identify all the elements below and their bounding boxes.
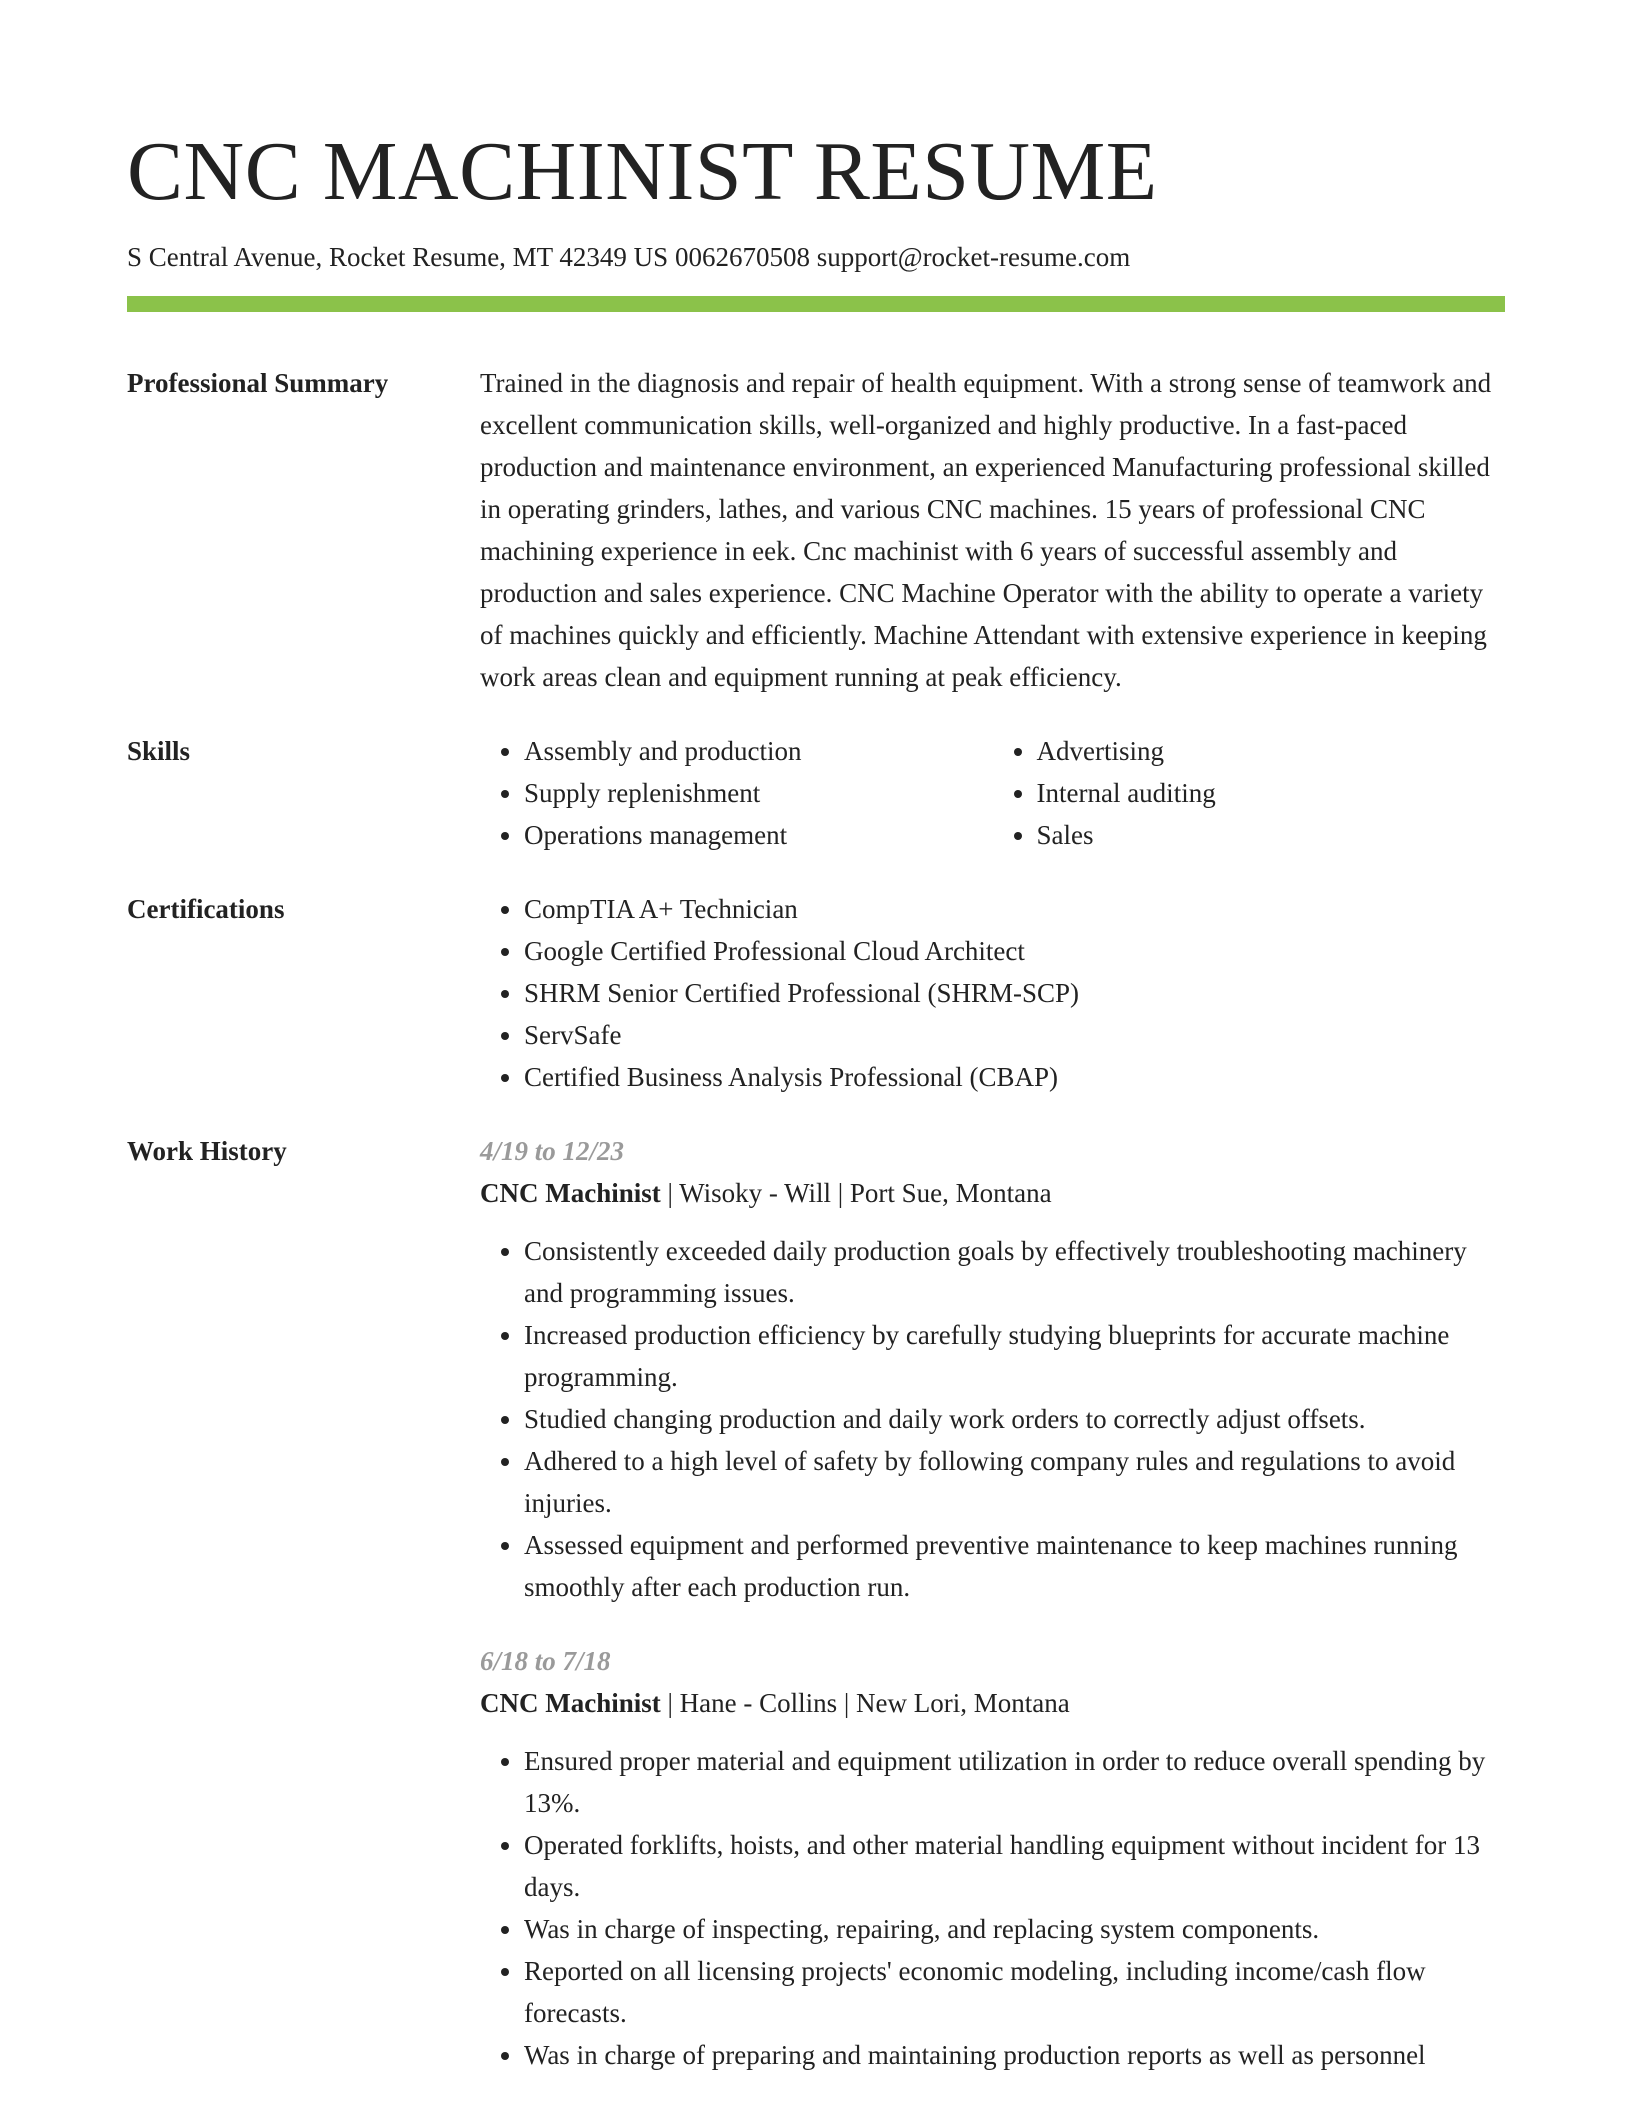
job-duty-item: • Reported on all licensing projects' economic modeling, including income/cash flow forecasts. bbox=[524, 1950, 1505, 2034]
certification-item: • SHRM Senior Certified Professional (SHRM-SCP) bbox=[524, 972, 1505, 1014]
skill-item: • Operations management bbox=[524, 814, 993, 856]
job-duty-item: • Studied changing production and daily work orders to correctly adjust offsets. bbox=[524, 1398, 1505, 1440]
job-duties-list bbox=[480, 1740, 1505, 2076]
summary-text: Trained in the diagnosis and repair of health equipment. With a strong sense of teamwork and excellent communication skills, well-organized and highly productive. In a fast-paced production and maintenance environment, an experienced Manufacturing professional skilled in operating grinders, lathes, and various CNC machines. 15 years of professional CNC machining experience in eek. Cnc machinist with 6 years of successful assembly and production and sales experience. CNC Machine Operator with the ability to operate a variety of machines quickly and efficiently. Machine Attendant with extensive experience in keeping work areas clean and equipment running at peak efficiency. bbox=[480, 368, 1492, 692]
job-duty-item: • Assessed equipment and performed preventive maintenance to keep machines running smoothly after each production run. bbox=[524, 1524, 1505, 1608]
job-duty-item: • Ensured proper material and equipment utilization in order to reduce overall spending by 13%. bbox=[524, 1740, 1505, 1824]
job-duty-item: • Increased production efficiency by carefully studying blueprints for accurate machine programming. bbox=[524, 1314, 1505, 1398]
job-dates: 6/18 to 7/18 bbox=[480, 1646, 611, 1676]
certification-item: • ServSafe bbox=[524, 1014, 1505, 1056]
job-entry bbox=[480, 1640, 1505, 2076]
summary-heading: Professional Summary bbox=[127, 368, 389, 398]
job-company-location: | Wisoky - Will | Port Sue, Montana bbox=[660, 1178, 1052, 1208]
summary-section bbox=[127, 362, 1505, 698]
job-duty-item: • Adhered to a high level of safety by following company rules and regulations to avoid injuries. bbox=[524, 1440, 1505, 1524]
certification-item: • Google Certified Professional Cloud Architect bbox=[524, 930, 1505, 972]
job-header bbox=[480, 1172, 1505, 1214]
job-duty-item: • Operated forklifts, hoists, and other material handling equipment without incident for 13 days. bbox=[524, 1824, 1505, 1908]
skills-heading: Skills bbox=[127, 736, 191, 766]
certification-item: • Certified Business Analysis Professional (CBAP) bbox=[524, 1056, 1505, 1098]
skill-item: • Advertising bbox=[1037, 730, 1506, 772]
work-history-section bbox=[127, 1130, 1505, 2076]
skill-item: • Supply replenishment bbox=[524, 772, 993, 814]
skill-item: • Assembly and production bbox=[524, 730, 993, 772]
certifications-section bbox=[127, 888, 1505, 1098]
job-company-location: | Hane - Collins | New Lori, Montana bbox=[660, 1688, 1070, 1718]
skill-item: • Internal auditing bbox=[1037, 772, 1506, 814]
job-duty-item: • Was in charge of preparing and maintaining production reports as well as personnel bbox=[524, 2034, 1505, 2076]
work-history-heading: Work History bbox=[127, 1136, 287, 1166]
certification-item: • CompTIA A+ Technician bbox=[524, 888, 1505, 930]
certifications-body bbox=[480, 888, 1505, 1098]
skills-grid bbox=[480, 730, 1505, 856]
resume-title: CNC MACHINIST RESUME bbox=[127, 125, 1158, 218]
job-title: CNC Machinist bbox=[480, 1178, 661, 1208]
job-duty-item: • Was in charge of inspecting, repairing, and replacing system components. bbox=[524, 1908, 1505, 1950]
job-entry bbox=[480, 1130, 1505, 1608]
work-history-body bbox=[480, 1130, 1505, 2076]
resume-page bbox=[127, 0, 1505, 2076]
skill-item: • Sales bbox=[1037, 814, 1506, 856]
certifications-list bbox=[480, 888, 1505, 1098]
job-dates: 4/19 to 12/23 bbox=[480, 1136, 625, 1166]
skills-body bbox=[480, 730, 1505, 856]
job-duties-list bbox=[480, 1230, 1505, 1608]
skills-list-left bbox=[480, 730, 993, 856]
job-title: CNC Machinist bbox=[480, 1688, 661, 1718]
accent-divider bbox=[127, 296, 1505, 312]
job-duty-item: • Consistently exceeded daily production goals by effectively troubleshooting machinery and programming issues. bbox=[524, 1230, 1505, 1314]
contact-line: S Central Avenue, Rocket Resume, MT 42349 US 0062670508 support@rocket-resume.com bbox=[127, 242, 1131, 272]
skills-list-right bbox=[993, 730, 1506, 856]
certifications-heading: Certifications bbox=[127, 894, 285, 924]
skills-section bbox=[127, 730, 1505, 856]
job-header bbox=[480, 1682, 1505, 1724]
